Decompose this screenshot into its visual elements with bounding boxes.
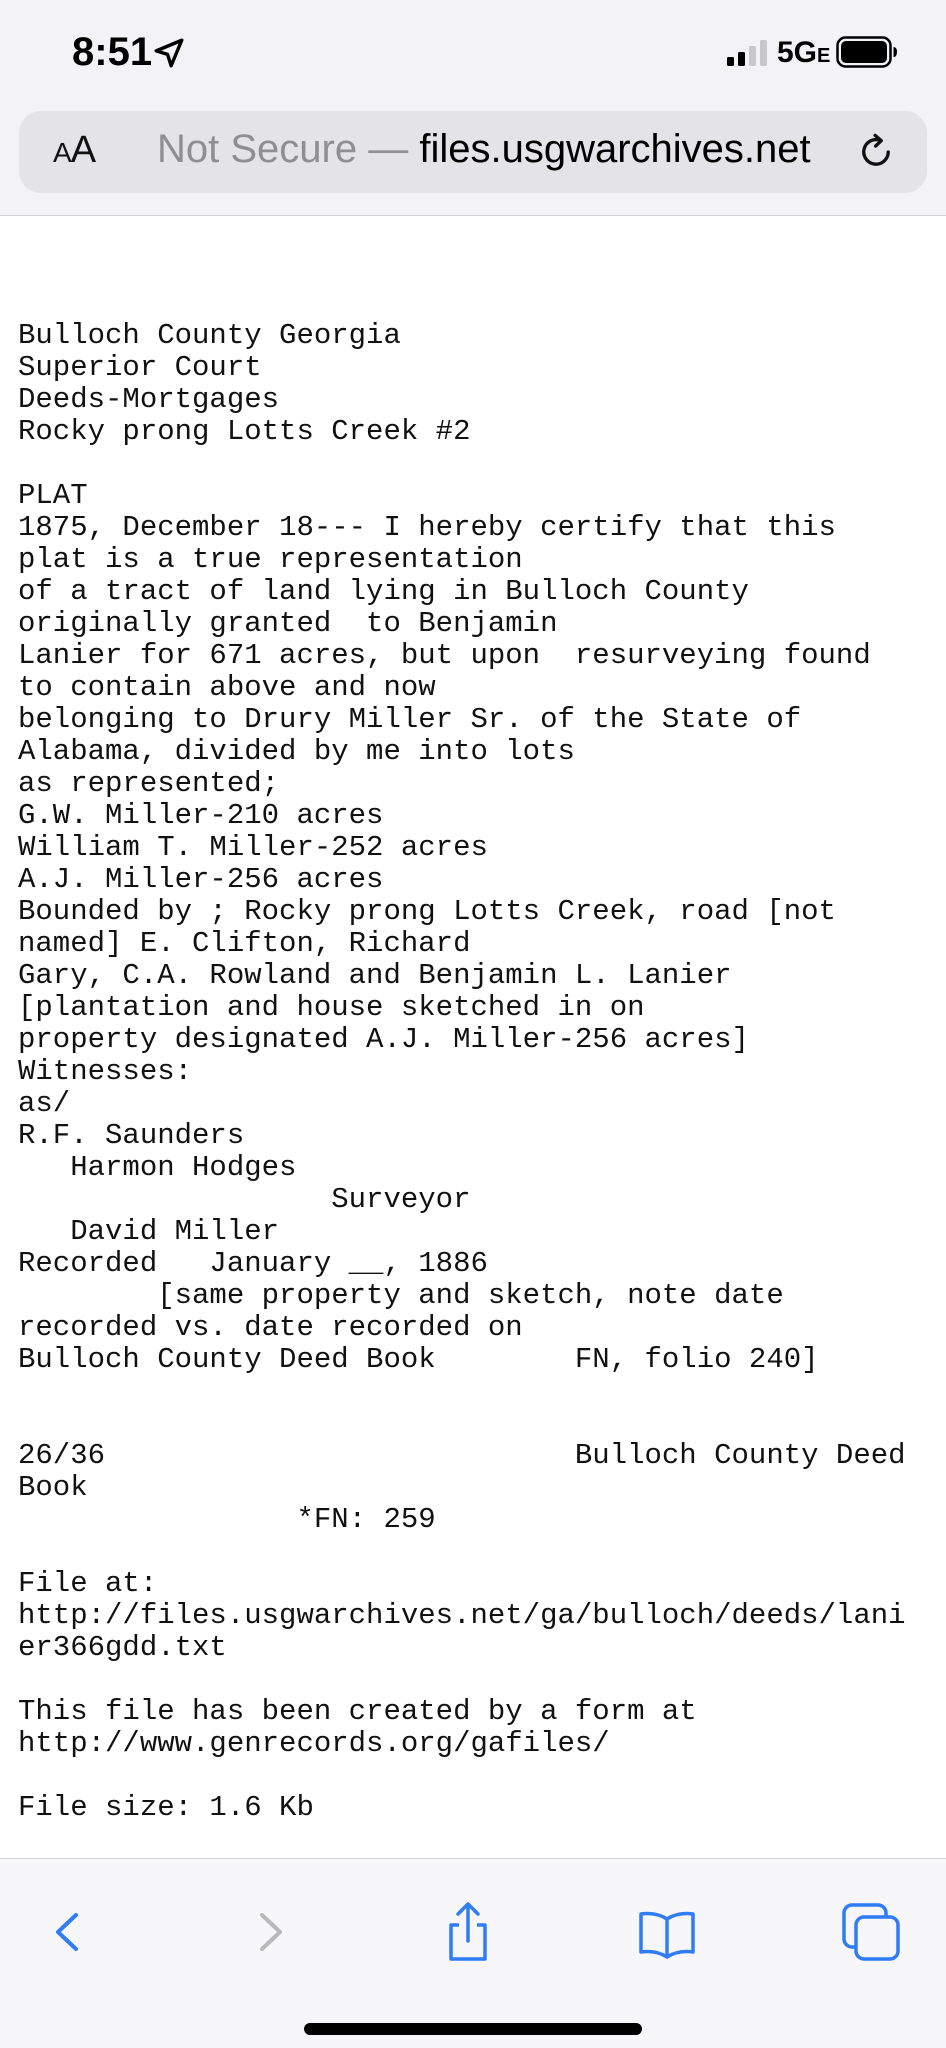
network-type: 5G (777, 36, 818, 69)
address-field[interactable] (19, 111, 927, 193)
document-line: *FN: 259 (18, 1503, 436, 1536)
document-line: G.W. Miller-210 acres (18, 799, 384, 832)
document-line (18, 1760, 938, 1792)
back-button[interactable] (32, 1897, 102, 1967)
document-line: File size: 1.6 Kb (18, 1791, 314, 1824)
document-line: Superior Court (18, 351, 262, 384)
forward-button[interactable] (236, 1897, 306, 1967)
document-line (18, 1536, 938, 1568)
document-line: Alabama, divided by me into lots (18, 735, 575, 768)
url-domain: files.usgwarchives.net (419, 127, 811, 171)
document-line (18, 448, 938, 480)
bookmarks-button[interactable] (632, 1897, 702, 1967)
location-arrow-icon (152, 36, 186, 70)
battery-icon (836, 36, 898, 68)
document-line: as represented; (18, 767, 280, 800)
document-line: originally granted to Benjamin (18, 607, 558, 640)
document-line: Deeds-Mortgages (18, 383, 280, 416)
document-line: [same property and sketch, note date (18, 1279, 784, 1312)
document-line: as/ (18, 1087, 71, 1120)
document-line: Rocky prong Lotts Creek #2 (18, 415, 471, 448)
status-time: 8:51 (72, 30, 153, 74)
share-icon (433, 1897, 503, 1967)
document-line: of a tract of land lying in Bulloch County (18, 575, 749, 608)
bottom-toolbar (0, 1858, 946, 2048)
document-line: Gary, C.A. Rowland and Benjamin L. Lanier (18, 959, 732, 992)
document-text (18, 320, 938, 1824)
document-line: Bounded by ; Rocky prong Lotts Creek, road [not (18, 895, 836, 928)
document-line: http://files.usgwarchives.net/ga/bulloch/deeds/lani (18, 1599, 906, 1632)
reader-small-a: A (53, 137, 71, 168)
home-indicator (304, 2023, 642, 2035)
document-line: William T. Miller-252 acres (18, 831, 488, 864)
network-subtype: E (817, 45, 831, 67)
document-line (18, 1664, 938, 1696)
reload-icon[interactable] (855, 131, 897, 173)
tabs-icon (836, 1897, 906, 1967)
reader-large-a: A (70, 129, 96, 171)
document-line: belonging to Drury Miller Sr. of the State of (18, 703, 802, 736)
document-line: plat is a true representation (18, 543, 523, 576)
document-line: 26/36 Bulloch County Deed (18, 1439, 906, 1472)
url-display[interactable] (157, 127, 811, 172)
document-line: Bulloch County Georgia (18, 319, 401, 352)
document-line: recorded vs. date recorded on (18, 1311, 523, 1344)
security-warning: Not Secure — (157, 127, 420, 171)
back-icon (32, 1897, 102, 1967)
document-line: http://www.genrecords.org/gafiles/ (18, 1727, 610, 1760)
document-line: [plantation and house sketched in on (18, 991, 645, 1024)
share-button[interactable] (433, 1897, 503, 1967)
document-line: 1875, December 18--- I hereby certify that this (18, 511, 836, 544)
document-line: named] E. Clifton, Richard (18, 927, 471, 960)
document-line: Bulloch County Deed Book FN, folio 240] (18, 1343, 819, 1376)
document-line: Book (18, 1471, 88, 1504)
document-line: Recorded January __, 1886 (18, 1247, 488, 1280)
forward-icon (236, 1897, 306, 1967)
document-line (18, 1376, 938, 1408)
reader-mode-button[interactable] (53, 129, 95, 172)
document-line: A.J. Miller-256 acres (18, 863, 384, 896)
document-line: PLAT (18, 479, 88, 512)
document-line: This file has been created by a form at (18, 1695, 697, 1728)
status-bar (0, 0, 946, 105)
document-line: Surveyor (18, 1183, 471, 1216)
document-line: Witnesses: (18, 1055, 193, 1088)
document-line: File at: (18, 1567, 158, 1600)
browser-address-bar (0, 105, 946, 216)
document-line: Harmon Hodges (18, 1151, 297, 1184)
document-line: to contain above and now (18, 671, 436, 704)
network-indicator (777, 36, 830, 70)
document-line: R.F. Saunders (18, 1119, 245, 1152)
document-line: er366gdd.txt (18, 1631, 227, 1664)
cellular-signal-icon (727, 40, 771, 66)
document-line: Lanier for 671 acres, but upon resurveying found (18, 639, 871, 672)
document-line (18, 1408, 938, 1440)
bookmarks-icon (632, 1897, 702, 1967)
document-line: David Miller (18, 1215, 280, 1248)
document-line: property designated A.J. Miller-256 acres] (18, 1023, 749, 1056)
tabs-button[interactable] (836, 1897, 906, 1967)
